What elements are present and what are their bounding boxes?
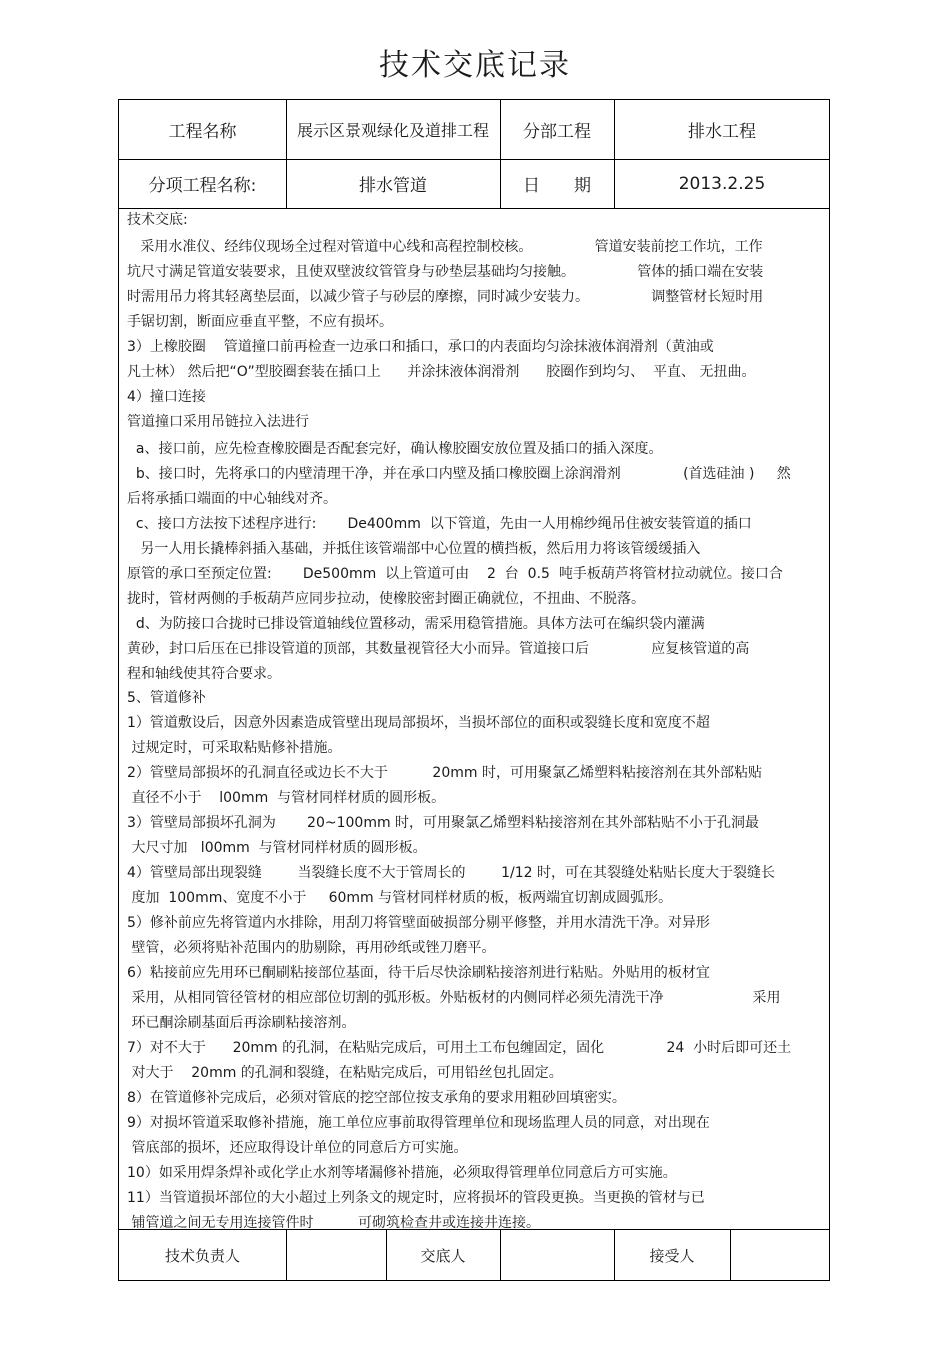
receiver-label: 接受人 [649, 1246, 695, 1265]
body-line: 2）管壁局部损坏的孔洞直径或边长不大于 20mm 时，可用聚氯乙烯塑料粘接溶剂在其外部粘贴 [127, 765, 762, 781]
handover-label: 交底人 [420, 1246, 466, 1265]
body-line: 管道撞口采用吊链拉入法进行 [127, 414, 309, 430]
body-line: 技术交底: [127, 212, 188, 228]
body-line: 1）管道敷设后，因意外因素造成管壁出现局部损坏，当损坏部位的面积或裂缝长度和宽度不超 [127, 715, 710, 731]
body-line: 铺管道之间无专用连接管件时 可砌筑检查井或连接井连接。 [127, 1215, 540, 1231]
body-line: c、接口方法按下述程序进行: De400mm 以下管道，先由一人用棉纱绳吊住被安装管道的插口 [127, 516, 752, 532]
body-line: 黄砂，封口后压在已排设管道的顶部，其数量视管径大小而异。管道接口后 应复核管道的高 [127, 641, 750, 657]
body-line: 4）管壁局部出现裂缝 当裂缝长度不大于管周长的 1/12 时，可在其裂缝处粘贴长度大于裂缝长 [127, 865, 775, 881]
body-line: 5）修补前应先将管道内水排除，用刮刀将管壁面破损部分剔平修整，并用水清洗干净。对异形 [127, 915, 710, 931]
body-line: 5、管道修补 [127, 690, 206, 706]
handover-value [500, 1229, 614, 1281]
body-line: 10）如采用焊条焊补或化学止水剂等堵漏修补措施，必须取得管理单位同意后方可实施。 [127, 1165, 677, 1181]
body-line: 管底部的损坏，还应取得设计单位的同意后方可实施。 [127, 1140, 468, 1156]
item-name-label: 分项工程名称: [148, 176, 257, 196]
body-line: b、接口时，先将承口的内壁清理干净，并在承口内壁及插口橡胶圈上涂润滑剂 (首选硅油 ) 然 [127, 466, 791, 482]
body-line: 8）在管道修补完成后，必须对管底的挖空部位按支承角的要求用粗砂回填密实。 [127, 1090, 626, 1106]
body-line: 采用水准仪、经纬仪现场全过程对管道中心线和高程控制校核。 管道安装前挖工作坑，工作 [127, 239, 763, 255]
body-line: d、为防接口合拢时已排设管道轴线位置移动，需采用稳管措施。具体方法可在编织袋内灌满 [127, 616, 705, 632]
body-line: 对大于 20mm 的孔洞和裂缝，在粘贴完成后，可用铅丝包扎固定。 [127, 1065, 563, 1081]
record-table [118, 99, 830, 1281]
date-value: 2013.2.25 [678, 173, 766, 194]
body-line: 程和轴线使其符合要求。 [127, 666, 281, 682]
page-title: 技术交底记录 [379, 48, 571, 83]
division-value: 排水工程 [688, 122, 756, 142]
body-line: 坑尺寸满足管道安装要求，且使双壁波纹管管身与砂垫层基础均匀接触。 管体的插口端在安装 [127, 264, 764, 280]
date-label: 日 期 [523, 176, 591, 196]
body-line: 4）撞口连接 [127, 389, 206, 405]
body-line: 环已酮涂刷基面后再涂刷粘接溶剂。 [127, 1015, 356, 1031]
item-name-value: 排水管道 [359, 176, 427, 196]
body-line: 原管的承口至预定位置: De500mm 以上管道可由 2 台 0.5 吨手板葫芦将管材拉动就位。接口合 [127, 566, 783, 582]
body-line: 另一人用长撬棒斜插入基础，并抵住该管端部中心位置的横挡板，然后用力将该管缓缓插入 [127, 541, 701, 557]
body-line: 后将承插口端面的中心轴线对齐。 [127, 491, 337, 507]
body-line: 采用，从相同管径管材的相应部位切割的弧形板。外贴板材的内侧同样必须先清洗干净 采用 [127, 990, 781, 1006]
body-line: 直径不小于 l00mm 与管材同样材质的圆形板。 [127, 790, 446, 806]
body-line: 大尺寸加 l00mm 与管材同样材质的圆形板。 [127, 840, 427, 856]
body-line: 手锯切割，断面应垂直平整，不应有损坏。 [127, 314, 393, 330]
body-line: a、接口前，应先检查橡胶圈是否配套完好，确认橡胶圈安放位置及插口的插入深度。 [127, 441, 663, 457]
tech-lead-value [286, 1229, 386, 1281]
body-line: 拢时，管材两侧的手板葫芦应同步拉动，使橡胶密封圈正确就位，不扭曲、不脱落。 [127, 591, 645, 607]
body-line: 凡士林） 然后把“O”型胶圈套装在插口上 并涂抹液体润滑剂 胶圈作到均匀、 平直、 无扭曲。 [127, 364, 756, 380]
body-line: 过规定时，可采取粘贴修补措施。 [127, 740, 342, 756]
project-name-label: 工程名称 [168, 122, 237, 142]
receiver-value [730, 1229, 830, 1281]
row-divider [119, 208, 829, 209]
body-line: 3）上橡胶圈 管道撞口前再检查一边承口和插口，承口的内表面均匀涂抹液体润滑剂（黄油或 [127, 339, 714, 355]
tech-lead-label: 技术负责人 [164, 1246, 240, 1265]
body-line: 6）粘接前应先用环已酮刷粘接部位基面，待干后尽快涂刷粘接溶剂进行粘贴。外贴用的板材宜 [127, 965, 710, 981]
body-line: 7）对不大于 20mm 的孔洞，在粘贴完成后，可用土工布包缠固定，固化 24 小时后即可还土 [127, 1040, 792, 1056]
body-line: 时需用吊力将其轻离垫层面，以减少管子与砂层的摩擦，同时减少安装力。 调整管材长短时用 [127, 289, 764, 305]
body-line: 11）当管道损坏部位的大小超过上列条文的规定时，应将损坏的管段更换。当更换的管材与已 [127, 1190, 705, 1206]
body-line: 度加 100mm、宽度不小于 60mm 与管材同样材质的板，板两端宜切割成圆弧形。 [127, 890, 673, 906]
body-line: 9）对损坏管道采取修补措施，施工单位应事前取得管理单位和现场监理人员的同意，对出现在 [127, 1115, 710, 1131]
division-label: 分部工程 [523, 122, 591, 142]
body-line: 壁管，必须将贴补范围内的肋剔除，再用砂纸或锉刀磨平。 [127, 940, 496, 956]
body-line: 3）管壁局部损坏孔洞为 20~100mm 时，可用聚氯乙烯塑料粘接溶剂在其外部粘贴不小于孔洞最 [127, 815, 760, 831]
project-name-value: 展示区景观绿化及道排工程 [296, 121, 489, 140]
